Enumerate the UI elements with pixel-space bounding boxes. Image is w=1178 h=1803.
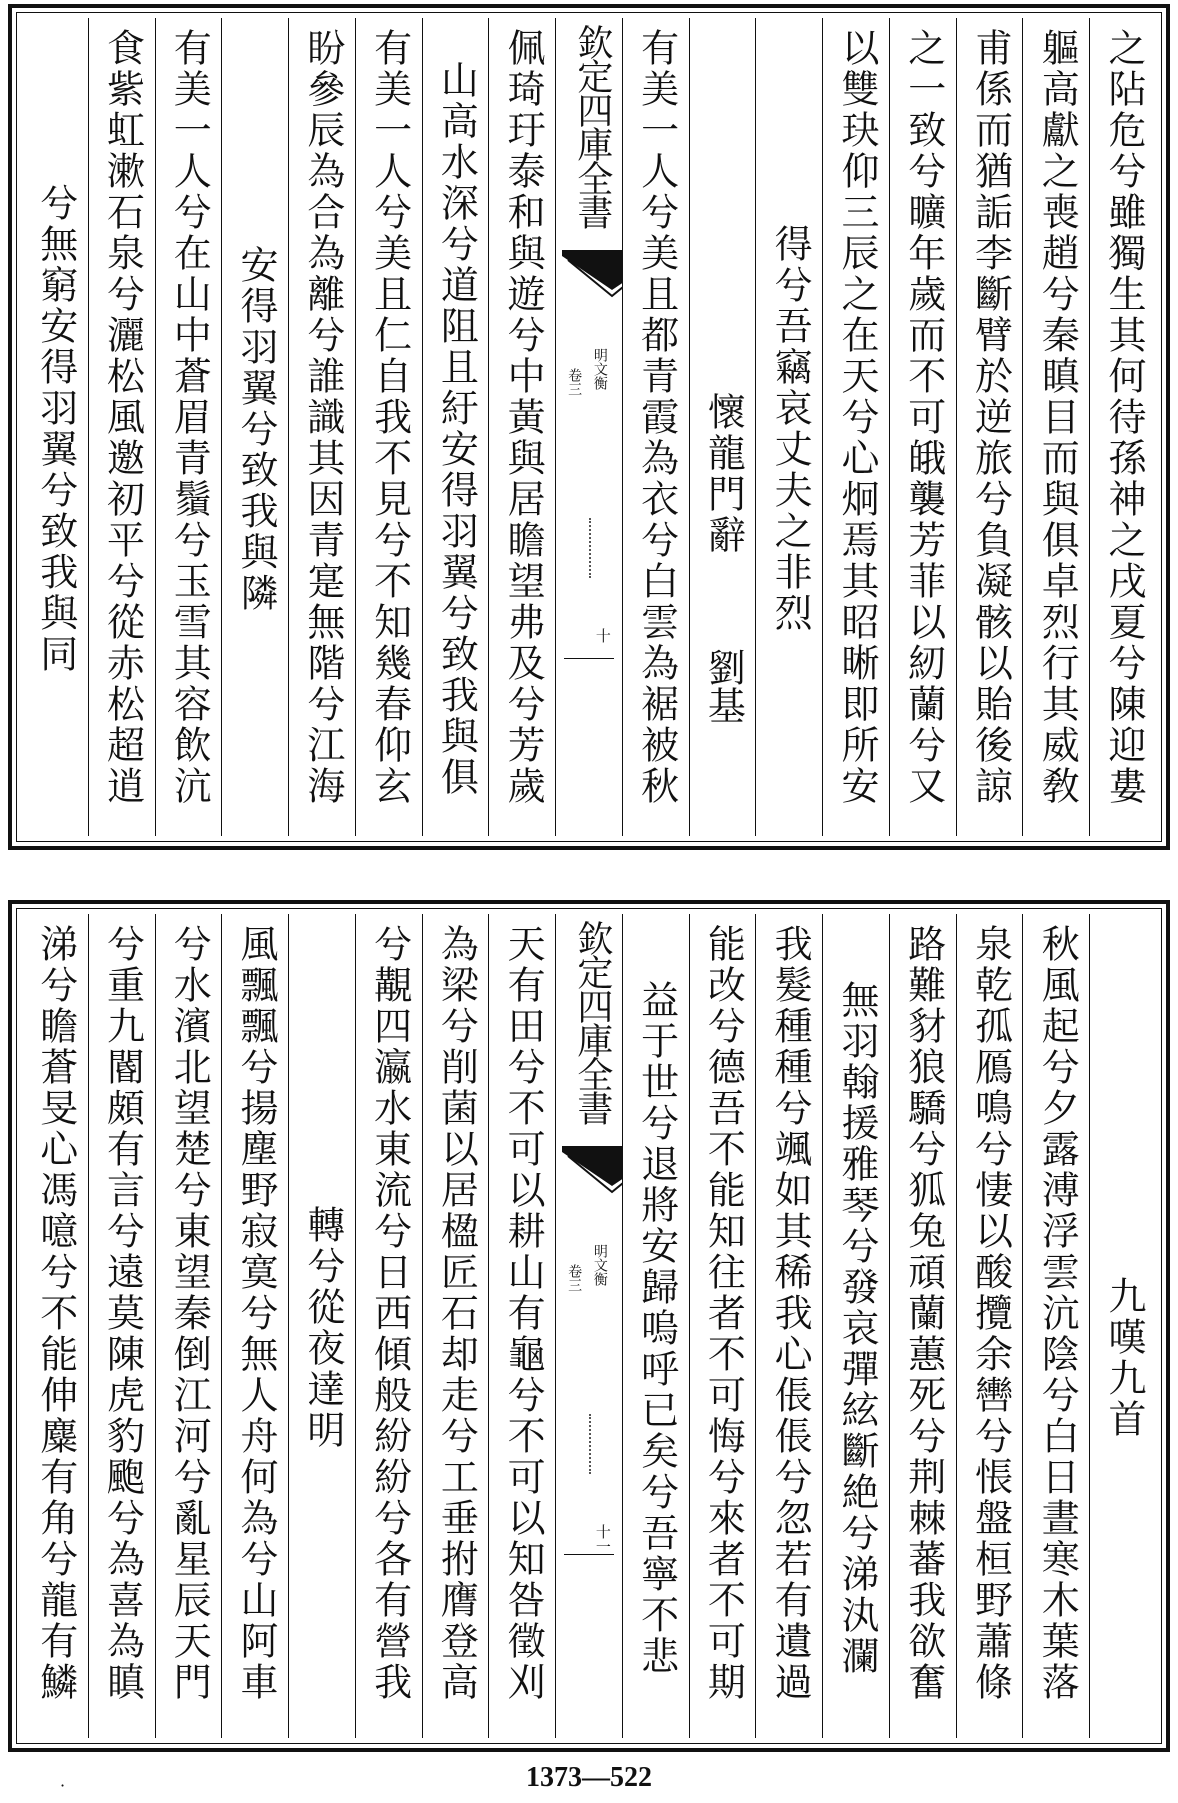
leaf-number: 十: [593, 628, 612, 643]
text-column: [622, 18, 689, 836]
section-title: 九嘆九首: [1102, 1276, 1146, 1440]
column-text: 以雙玦仰三辰之在天兮心炯焉其昭晰即所安: [834, 28, 879, 807]
text-column: [288, 18, 355, 836]
fold-dots: [589, 518, 593, 578]
text-column: [1022, 18, 1089, 836]
column-text: 兮水濱北望楚兮東望秦倒江河兮亂星辰天門: [167, 924, 212, 1703]
text-column: [155, 18, 222, 836]
column-text: 甫係而猶詬李斷臂於逆旅兮負凝骸以貽後諒: [968, 28, 1013, 807]
column-text: 涕兮瞻蒼旻心馮噫兮不能伸麋有角兮龍有鱗: [33, 924, 78, 1703]
text-column: [755, 18, 822, 836]
column-text: 有美一人兮美且都青霞為衣兮白雲為裾被秋: [634, 28, 679, 807]
text-column: [689, 914, 756, 1738]
column-text: 轉兮從夜達明: [300, 1205, 345, 1451]
center-fold-column: [555, 18, 622, 836]
page-footer-number: 1373—522: [526, 1762, 652, 1793]
column-text: 食紫虹漱石泉兮灑松風邀初平兮從赤松超逍: [100, 28, 145, 807]
text-column: [488, 18, 555, 836]
text-column: [22, 914, 88, 1738]
text-column: [622, 914, 689, 1738]
text-column: [221, 914, 288, 1738]
fold-tick: [564, 658, 614, 659]
column-text: 得兮吾竊哀丈夫之非烈: [768, 224, 813, 634]
column-text: 能改兮德吾不能知往者不可悔兮來者不可期: [701, 924, 746, 1703]
column-text: 天有田兮不可以耕山有龜兮不可以知咎徵刈: [501, 924, 546, 1703]
text-column: [88, 914, 155, 1738]
text-column: [355, 914, 422, 1738]
text-column: [488, 914, 555, 1738]
fish-tail-mark: [562, 250, 622, 306]
text-column: [155, 914, 222, 1738]
column-text: 路難豺狼驕兮狐兔頑蘭蕙死兮荆棘蕃我欲奮: [901, 924, 946, 1703]
text-column: [288, 914, 355, 1738]
text-column: [422, 914, 489, 1738]
center-fold-column: [555, 914, 622, 1738]
margin-dot: ·: [60, 1776, 66, 1795]
text-column: [88, 18, 155, 836]
column-text: 泉乾孤鴈鳴兮悽以酸攬余轡兮悵盤桓野蕭條: [968, 924, 1013, 1703]
text-column: [889, 18, 956, 836]
text-column: [221, 18, 288, 836]
leaf-number: 十一: [593, 1524, 612, 1554]
fish-tail-mark: [562, 1146, 622, 1202]
column-text: 兮重九閽頗有言兮遠莫陳虎豹颮兮為喜為瞋: [100, 924, 145, 1703]
column-text: 秋風起兮夕露溥浮雲沆陰兮白日晝寒木葉落: [1035, 924, 1080, 1703]
volume-label: 卷三: [566, 1264, 583, 1292]
volume-label: 卷三: [566, 368, 583, 396]
column-text: 之阽危兮雖獨生其何待孫神之戌夏兮陳迎婁: [1102, 28, 1146, 807]
top-columns: [22, 18, 1156, 836]
column-text: 兮覯四瀛水東流兮日西傾般紛紛兮各有營我: [367, 924, 412, 1703]
text-column: [1089, 914, 1156, 1738]
text-column: [822, 914, 889, 1738]
text-column: [1089, 18, 1156, 836]
text-column: [422, 18, 489, 836]
text-column: [822, 18, 889, 836]
bottom-page: [8, 900, 1170, 1752]
column-text: 安得羽翼兮致我與隣: [234, 244, 279, 614]
column-text: 益于世兮退將安歸嗚呼已矣兮吾寧不悲: [634, 979, 679, 1677]
column-text: 山高水深兮道阻且紆安得羽翼兮致我與俱: [434, 60, 479, 798]
column-text: 兮無窮安得羽翼兮致我與同: [33, 183, 78, 675]
column-text: 風飄飄兮揚塵野寂寞兮無人舟何為兮山阿車: [234, 924, 279, 1703]
text-column: [689, 18, 756, 836]
text-column: [755, 914, 822, 1738]
text-column: [956, 18, 1023, 836]
fold-dots: [589, 1414, 593, 1474]
column-text: 之一致兮曠年歲而不可皒襲芳菲以紉蘭兮又: [901, 28, 946, 807]
text-column: [1022, 914, 1089, 1738]
text-column: [889, 914, 956, 1738]
top-page: [8, 4, 1170, 850]
column-text: 我髮種種兮颯如其稀我心倀倀兮忽若有遺過: [768, 924, 813, 1703]
text-column: [355, 18, 422, 836]
column-text: 有美一人兮在山中蒼眉青鬚兮玉雪其容飲沆: [167, 28, 212, 807]
text-column: [22, 18, 88, 836]
source-label: 明文衡: [591, 1244, 608, 1286]
column-text: 有美一人兮美且仁自我不見兮不知幾春仰玄: [367, 28, 412, 807]
column-text: 為梁兮削菌以居楹匠石却走兮工垂拊膺登高: [434, 924, 479, 1703]
column-text: 盼參辰為合為離兮誰識其因青寔無階兮江海: [300, 28, 345, 807]
book-title: 欽定四庫全書: [571, 920, 613, 1124]
column-text: 軀高獻之喪趙兮秦瞋目而與俱卓烈行其威敎: [1035, 28, 1080, 807]
author-name: 劉基: [701, 648, 746, 724]
bottom-columns: [22, 914, 1156, 1738]
fold-tick: [564, 1554, 614, 1555]
section-title: 懷龍門辭: [701, 392, 746, 556]
column-text: 佩琦玗泰和與遊兮中黃與居瞻望弗及兮芳歲: [501, 28, 546, 807]
column-text: 無羽翰援雅琴兮發哀彈絃斷絶兮涕汍瀾: [834, 979, 879, 1677]
text-column: [956, 914, 1023, 1738]
book-title: 欽定四庫全書: [571, 24, 613, 228]
source-label: 明文衡: [591, 348, 608, 390]
